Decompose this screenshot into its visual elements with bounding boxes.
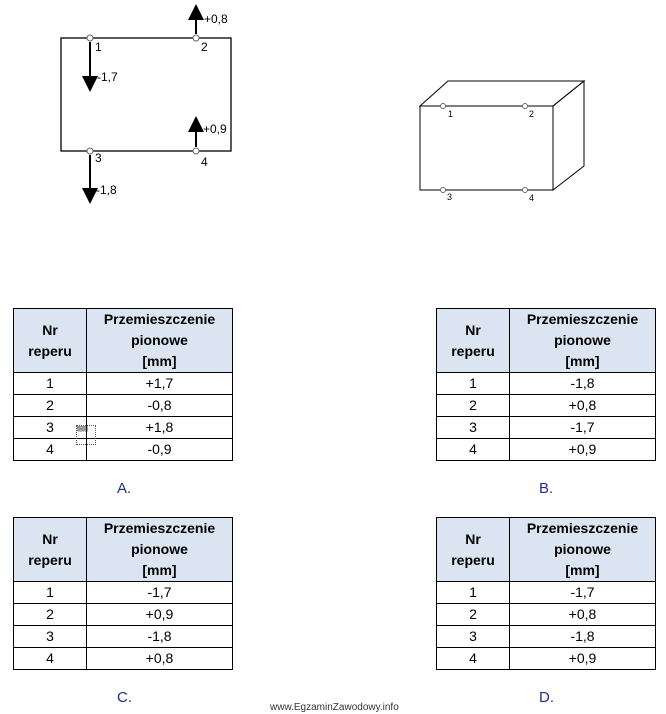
table-row xyxy=(437,582,656,604)
displacement-cell: +0,8 xyxy=(510,604,656,626)
table-row xyxy=(14,439,233,461)
benchmark-cell: 3 xyxy=(437,626,510,648)
header-line: reperu xyxy=(28,551,72,568)
header-line: Przemieszczenie xyxy=(103,520,216,536)
table-header-row xyxy=(14,309,233,373)
displacement-header xyxy=(510,518,656,582)
plan-benchmark-3-marker xyxy=(87,148,93,154)
table-row xyxy=(437,626,656,648)
table-row xyxy=(14,373,233,395)
displacement-cell: +0,9 xyxy=(510,648,656,670)
header-line: reperu xyxy=(28,342,72,359)
displacement-cell: +0,9 xyxy=(510,439,656,461)
plan-displacement-3: -1,8 xyxy=(96,183,117,197)
box-diagram xyxy=(420,81,584,203)
box-benchmark-4-marker xyxy=(523,188,528,193)
plan-benchmark-1-number: 1 xyxy=(95,40,102,54)
displacement-cell: +1,7 xyxy=(87,373,233,395)
displacement-cell: -1,7 xyxy=(510,417,656,439)
displacement-header xyxy=(87,518,233,582)
displacement-cell: -1,8 xyxy=(510,373,656,395)
benchmark-cell: 2 xyxy=(14,395,87,417)
table-row xyxy=(14,604,233,626)
benchmark-cell: 4 xyxy=(437,439,510,461)
box-benchmark-4-number: 4 xyxy=(529,193,535,203)
table-row xyxy=(14,626,233,648)
plan-benchmark-4-number: 4 xyxy=(201,155,208,169)
benchmark-cell: 3 xyxy=(14,417,87,439)
displacement-cell: +0,8 xyxy=(510,395,656,417)
watermark: www.EgzaminZawodowy.info xyxy=(270,702,399,713)
plan-benchmark-1-marker xyxy=(87,35,93,41)
table-header-row xyxy=(437,518,656,582)
plan-displacement-4: +0,9 xyxy=(203,122,227,136)
header-line: Nr xyxy=(42,321,58,338)
table-row xyxy=(437,373,656,395)
header-line: [mm] xyxy=(142,562,177,578)
displacement-cell: -1,7 xyxy=(510,582,656,604)
table-row xyxy=(437,604,656,626)
header-line: pionowe xyxy=(554,332,611,348)
option-a-letter[interactable]: A. xyxy=(117,480,132,497)
displacement-cell: +1,8 xyxy=(87,417,233,439)
option-c-letter[interactable]: C. xyxy=(117,689,132,706)
option-b-table xyxy=(436,308,656,461)
table-row xyxy=(14,582,233,604)
header-line: [mm] xyxy=(565,353,600,369)
header-line: Nr xyxy=(42,530,58,547)
option-c-table xyxy=(13,517,233,670)
header-line: Nr xyxy=(465,321,481,338)
plan-displacement-1: -1,7 xyxy=(97,70,118,84)
nr-header xyxy=(437,518,510,582)
header-line: reperu xyxy=(451,551,495,568)
option-d-letter[interactable]: D. xyxy=(539,689,554,706)
table-row xyxy=(437,648,656,670)
benchmark-cell: 1 xyxy=(14,582,87,604)
nr-header xyxy=(14,518,87,582)
table-header-row xyxy=(14,518,233,582)
header-line: Przemieszczenie xyxy=(103,311,216,327)
nr-header xyxy=(437,309,510,373)
displacement-cell: -1,7 xyxy=(87,582,233,604)
box-benchmark-3-number: 3 xyxy=(447,192,453,202)
header-line: pionowe xyxy=(554,541,611,557)
option-b-letter[interactable]: B. xyxy=(539,480,554,497)
plan-benchmark-3-number: 3 xyxy=(95,151,102,165)
header-line: Nr xyxy=(465,530,481,547)
table-row xyxy=(14,648,233,670)
benchmark-cell: 3 xyxy=(14,626,87,648)
benchmark-cell: 4 xyxy=(14,648,87,670)
displacement-cell: +0,8 xyxy=(87,648,233,670)
displacement-cell: -0,8 xyxy=(87,395,233,417)
plan-benchmark-2-number: 2 xyxy=(201,40,208,54)
nr-header xyxy=(14,309,87,373)
benchmark-cell: 1 xyxy=(437,582,510,604)
header-line: reperu xyxy=(451,342,495,359)
displacement-cell: -1,8 xyxy=(87,626,233,648)
box-side-face xyxy=(553,81,584,190)
table-row xyxy=(437,439,656,461)
table-row xyxy=(437,417,656,439)
box-benchmark-2-marker xyxy=(523,104,528,109)
table-row xyxy=(14,417,233,439)
box-benchmark-3-marker xyxy=(441,188,446,193)
benchmark-cell: 2 xyxy=(14,604,87,626)
benchmark-cell: 1 xyxy=(14,373,87,395)
option-d-table xyxy=(436,517,656,670)
benchmark-cell: 2 xyxy=(437,604,510,626)
header-line: [mm] xyxy=(565,562,600,578)
benchmark-cell: 1 xyxy=(437,373,510,395)
header-line: Przemieszczenie xyxy=(526,311,639,327)
header-line: [mm] xyxy=(142,353,177,369)
displacement-cell: -0,9 xyxy=(87,439,233,461)
displacement-header xyxy=(510,309,656,373)
header-line: Przemieszczenie xyxy=(526,520,639,536)
box-benchmark-2-number: 2 xyxy=(529,109,535,119)
plan-benchmark-2-marker xyxy=(193,35,199,41)
table-row xyxy=(437,395,656,417)
plan-displacement-2: +0,8 xyxy=(204,12,228,26)
missing-glyph-artifact: ▒▒▒ xyxy=(76,425,96,445)
benchmark-cell: 4 xyxy=(437,648,510,670)
box-benchmark-1-marker xyxy=(441,104,446,109)
header-line: pionowe xyxy=(131,541,188,557)
benchmark-cell: 3 xyxy=(437,417,510,439)
benchmark-cell: 2 xyxy=(437,395,510,417)
table-header-row xyxy=(437,309,656,373)
table-row xyxy=(14,395,233,417)
displacement-header xyxy=(87,309,233,373)
displacement-cell: +0,9 xyxy=(87,604,233,626)
option-a-table xyxy=(13,308,233,461)
plan-benchmark-4-marker xyxy=(193,148,199,154)
displacement-cell: -1,8 xyxy=(510,626,656,648)
benchmark-cell: 4 xyxy=(14,439,87,461)
box-benchmark-1-number: 1 xyxy=(448,109,454,119)
box-top-face xyxy=(420,81,584,106)
header-line: pionowe xyxy=(131,332,188,348)
